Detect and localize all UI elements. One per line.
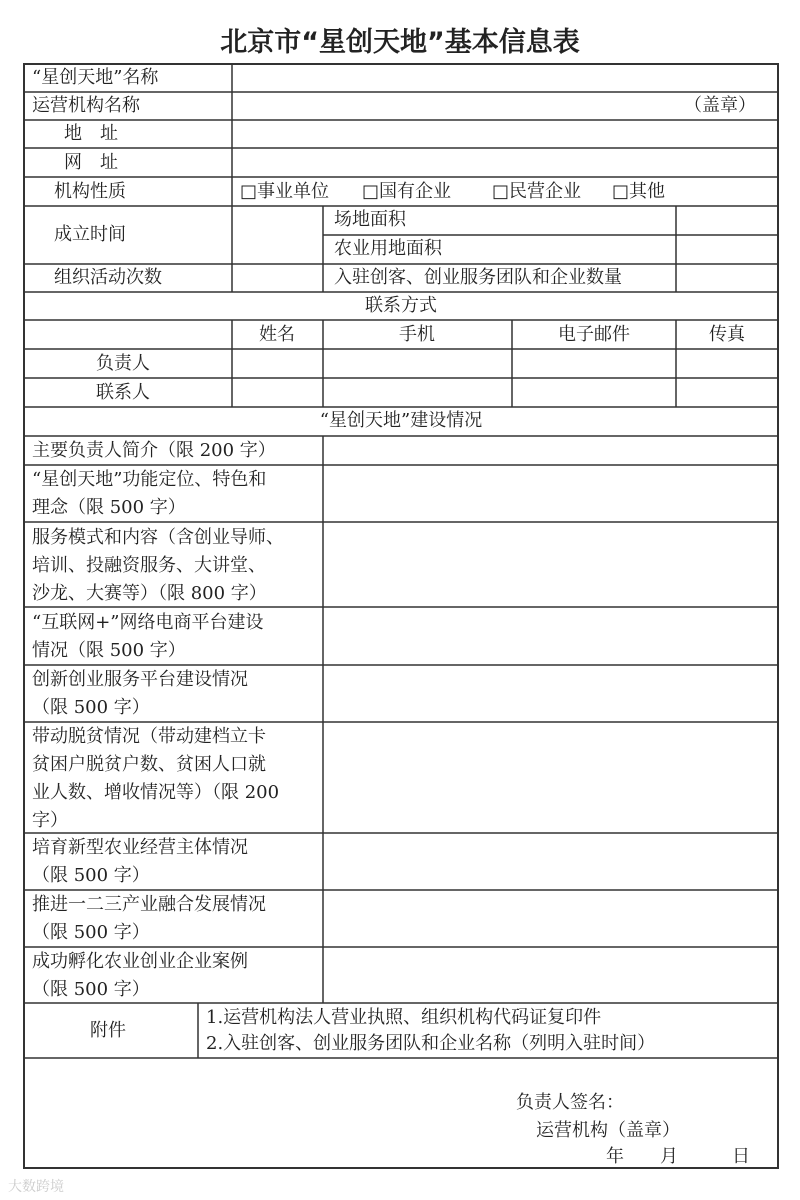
construction-item: 主要负责人简介（限 200 字） [32,440,276,461]
label-website: 网 址 [64,152,118,173]
construction-item: 带动脱贫情况（带动建档立卡 贫困户脱贫户数、贫困人口就 业人数、增收情况等）（限 200 字） [32,726,280,831]
option-private[interactable]: □民营企业 [492,181,582,202]
option-other[interactable]: □其他 [612,181,666,202]
option-public-institution[interactable]: □事业单位 [240,181,330,202]
signature-org: 运营机构（盖章） [536,1120,680,1141]
construction-item: 推进一二三产业融合发展情况 （限 500 字） [32,894,266,943]
contact-section-heading: 联系方式 [365,295,437,316]
label-address: 地 址 [64,123,118,144]
header-fax: 传真 [709,324,745,345]
signature-date: 年 月 日 [606,1146,750,1167]
label-responsible: 负责人 [96,353,150,374]
attachment-item: 1.运营机构法人营业执照、组织机构代码证复印件 [206,1007,602,1028]
construction-item: “互联网+”网络电商平台建设 情况（限 500 字） [32,612,264,661]
label-founded: 成立时间 [54,224,126,245]
label-contact-person: 联系人 [96,382,150,403]
label-teams: 入驻创客、创业服务团队和企业数量 [334,267,622,288]
attachment-list [206,1005,655,1057]
construction-item: “星创天地”功能定位、特色和 理念（限 500 字） [32,469,267,518]
construction-item: 创新创业服务平台建设情况 （限 500 字） [32,669,248,718]
label-name: “星创天地”名称 [32,67,159,88]
label-nature: 机构性质 [54,181,126,202]
label-activities: 组织活动次数 [54,267,162,288]
label-site-area: 场地面积 [334,209,406,230]
construction-item: 服务模式和内容（含创业导师、 培训、投融资服务、大讲堂、 沙龙、大赛等）（限 800 字） [32,527,284,604]
label-operator: 运营机构名称 [32,95,140,116]
signature-signer: 负责人签名： [516,1092,624,1113]
option-state-owned[interactable]: □国有企业 [362,181,452,202]
construction-item: 培育新型农业经营主体情况 （限 500 字） [32,837,248,886]
page-title: 北京市“星创天地”基本信息表 [220,27,580,58]
construction-section-heading: “星创天地”建设情况 [319,410,483,431]
attachment-item: 2.入驻创客、创业服务团队和企业名称（列明入驻时间） [206,1033,656,1054]
watermark: 大数跨境 [8,1179,64,1195]
header-email: 电子邮件 [558,324,630,345]
seal-note: （盖章） [684,95,756,116]
header-name: 姓名 [259,324,295,345]
label-attachment: 附件 [90,1020,126,1041]
label-farm-area: 农业用地面积 [334,238,442,259]
header-phone: 手机 [399,324,435,345]
construction-item: 成功孵化农业创业企业案例 （限 500 字） [32,951,248,1000]
